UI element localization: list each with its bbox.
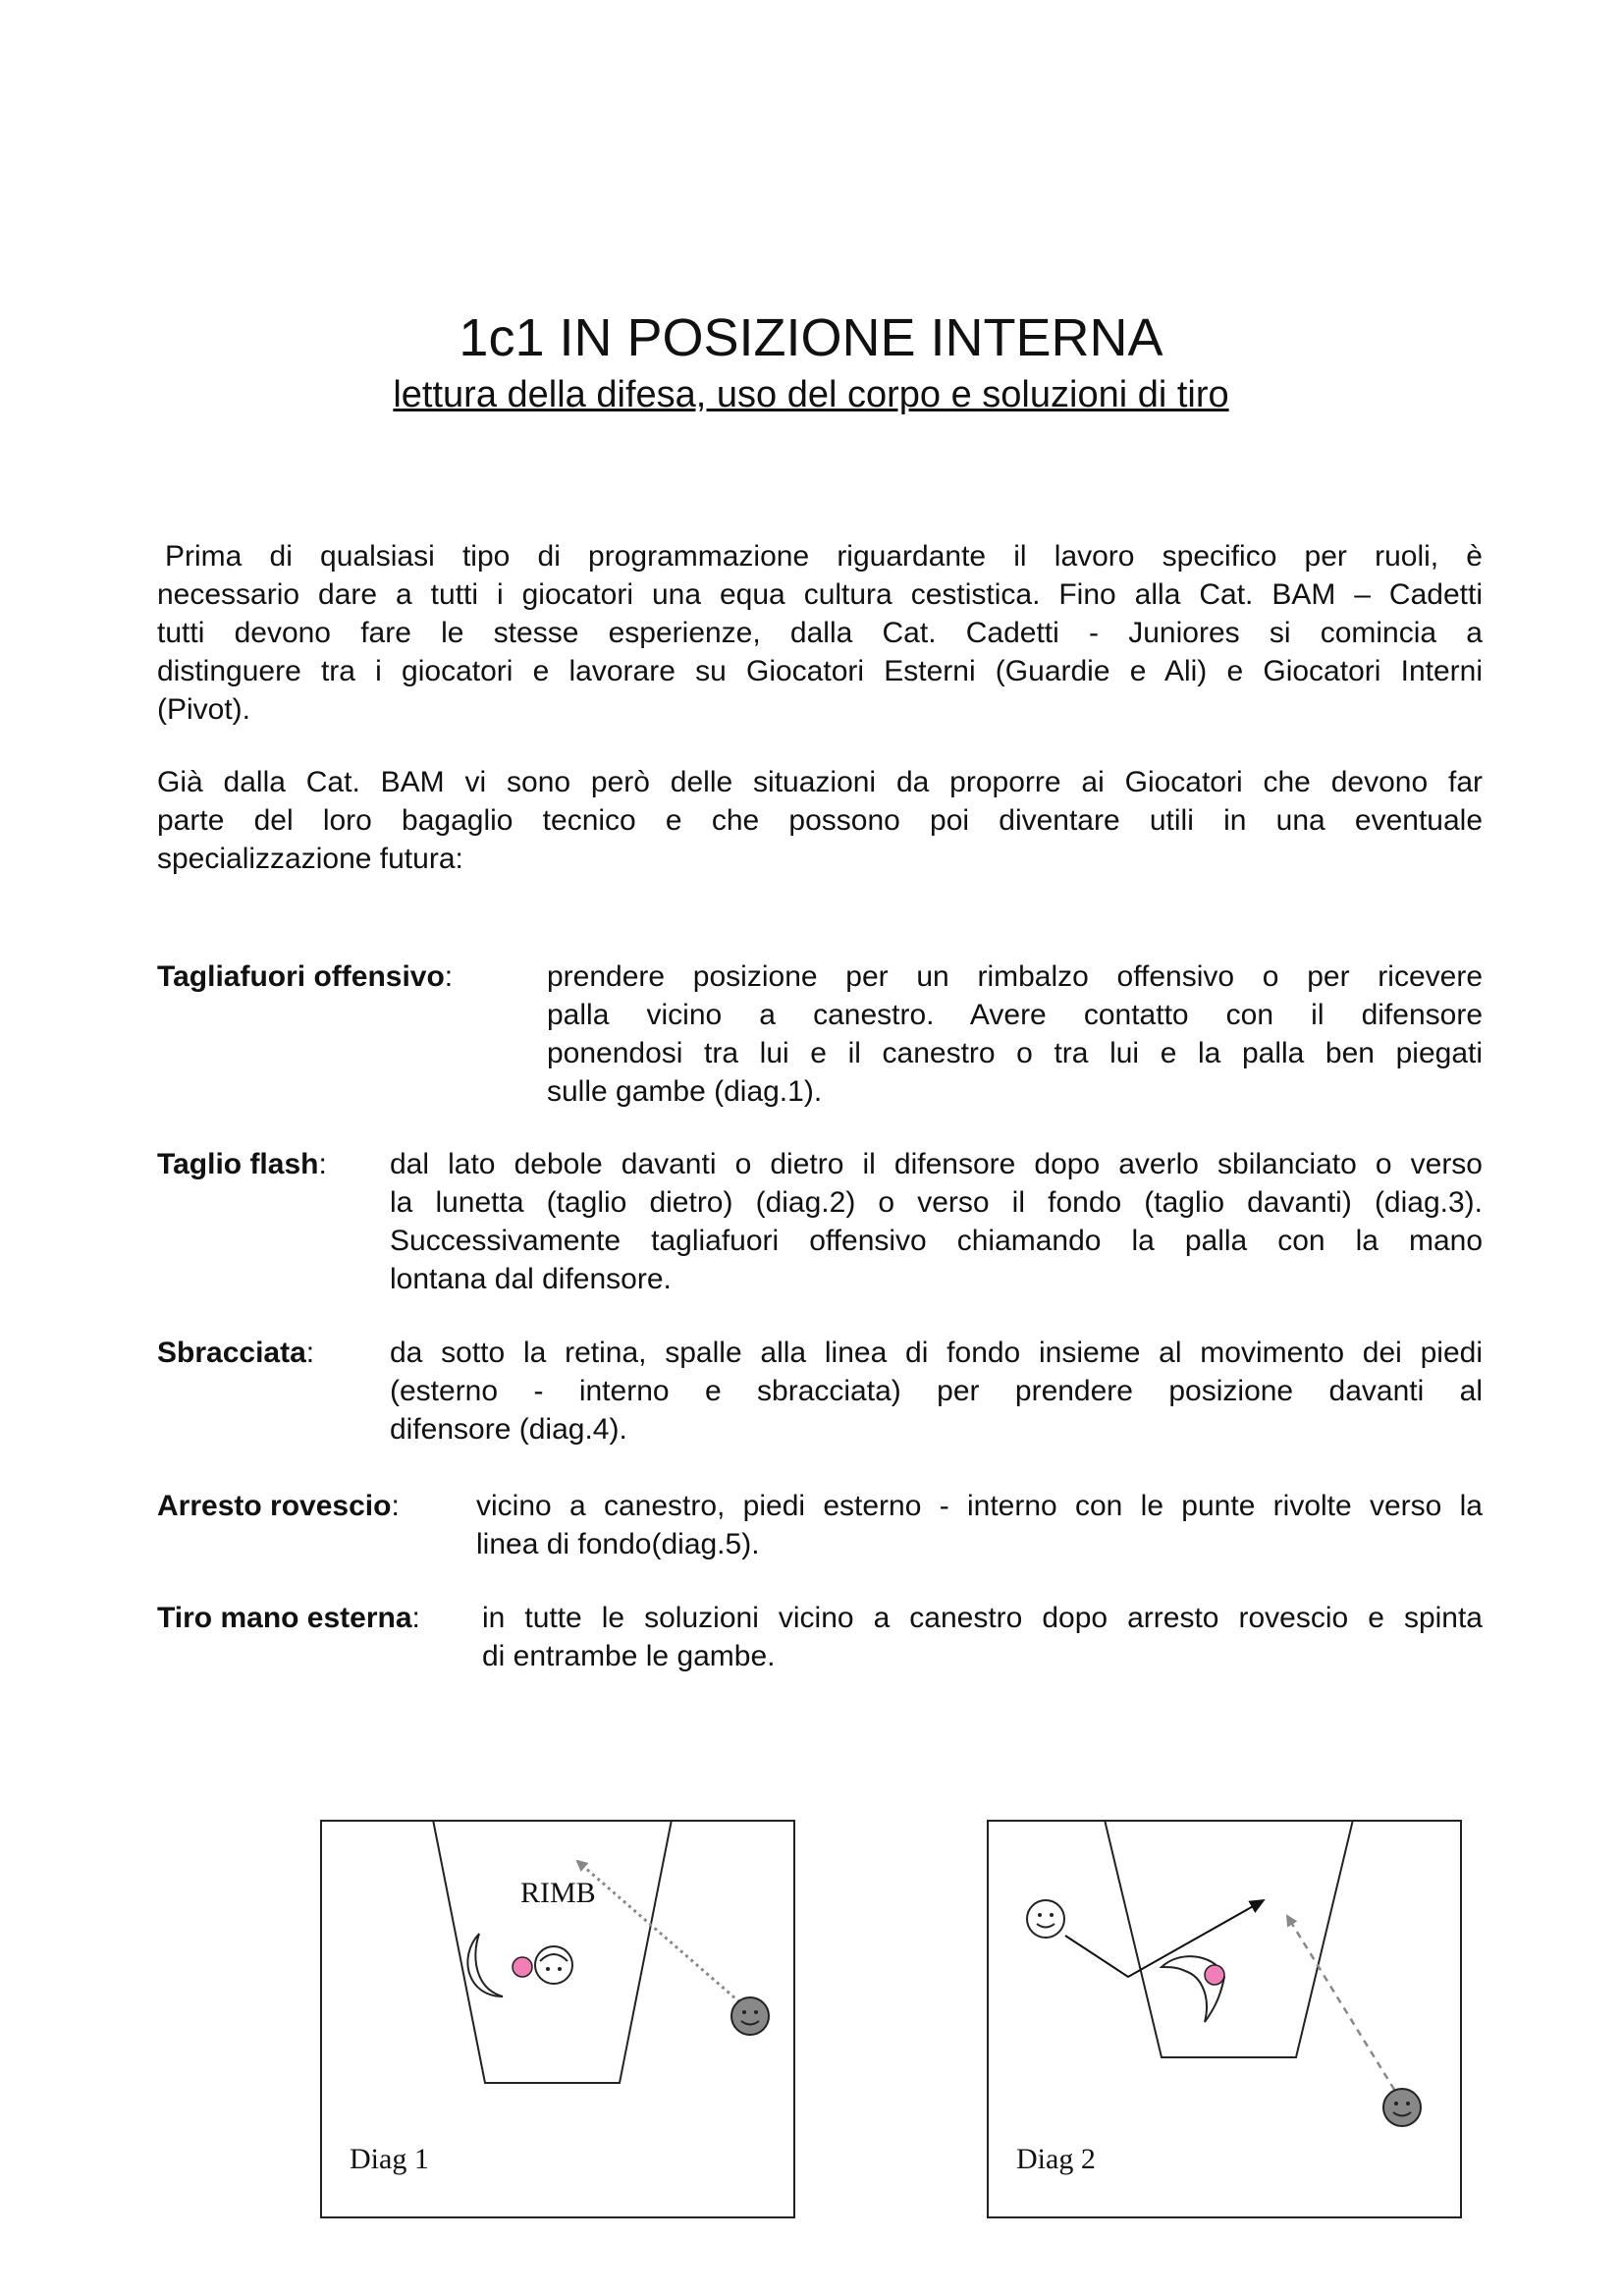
text-line: prendere posizione per un rimbalzo offensivo o per ricevere [547,960,1483,993]
diagram-2 [987,1820,1462,2218]
text-line: ponendosi tra lui e il canestro o tra lui e la palla ben piegati [547,1037,1483,1069]
item-term: Arresto rovescio: [157,1490,400,1522]
text-line: difensore (diag.4). [390,1413,627,1446]
item-arresto-rovescio [157,1487,1483,1565]
item-term: Tagliafuori offensivo: [157,960,454,993]
item-sbracciata [157,1334,1483,1451]
rimb-label: RIMB [520,1877,596,1909]
text-line: Successivamente tagliafuori offensivo chiamando la palla con la mano [390,1225,1483,1257]
text-line: la lunetta (taglio dietro) (diag.2) o verso il fondo (taglio davanti) (diag.3). [390,1186,1483,1219]
item-description [482,1599,1483,1675]
paint-lane [1105,1820,1353,2057]
text-line: vicino a canestro, piedi esterno - interno con le punte rivolte verso la [476,1490,1483,1522]
item-taglio-flash [157,1145,1483,1302]
text-line: (esterno - interno e sbracciata) per prendere posizione davanti al [390,1375,1483,1407]
pass-arrow [577,1861,750,2011]
item-description [390,1145,1483,1298]
text-line: distinguere tra i giocatori e lavorare su Giocatori Esterni (Guardie e Ali) e Giocatori Interni [157,655,1483,687]
diagram-label: Diag 2 [1016,2143,1096,2175]
text-line: Prima di qualsiasi tipo di programmazione riguardante il lavoro specifico per ruoli, è [165,540,1483,573]
diagram-1 [320,1820,795,2218]
text-line: tutti devono fare le stesse esperienze, dalla Cat. Cadetti - Juniores si comincia a [157,617,1483,649]
text-line: parte del loro bagaglio tecnico e che possono poi diventare utili in una eventuale [157,804,1483,837]
item-term: Sbracciata: [157,1337,315,1369]
ball-icon [513,1957,532,1977]
page-subtitle: lettura della difesa, uso del corpo e soluzioni di tiro [393,374,1229,415]
text-line: sulle gambe (diag.1). [547,1075,823,1108]
text-line: di entrambe le gambe. [482,1640,776,1672]
diagram-label: Diag 1 [350,2143,429,2175]
page-title: 1c1 IN POSIZIONE INTERNA [459,308,1163,367]
text-line: palla vicino a canestro. Avere contatto con il difensore [547,999,1483,1031]
text-line: necessario dare a tutti i giocatori una equa cultura cestistica. Fino alla Cat. BAM – Cadetti [157,578,1483,611]
item-tagliafuori-offensivo [157,957,1483,1115]
item-description [476,1487,1483,1563]
item-description [390,1334,1483,1449]
offensive-player-icon [535,1946,572,1984]
text-line: dal lato debole davanti o dietro il difensore dopo averlo sbilanciato o verso [390,1148,1483,1180]
text-line: specializzazione futura: [157,843,463,875]
text-line: Già dalla Cat. BAM vi sono però delle situazioni da proporre ai Giocatori che devono far [157,766,1483,798]
intro-paragraph-1 [157,537,1483,729]
defender-shape [467,1934,503,1996]
item-description [547,957,1483,1111]
text-line: linea di fondo(diag.5). [476,1528,760,1560]
pass-arrow [1287,1916,1401,2101]
item-tiro-mano-esterna [157,1599,1483,1677]
item-term: Tiro mano esterna: [157,1602,420,1634]
intro-paragraph-2 [157,763,1483,878]
text-line: lontana dal difensore. [390,1263,672,1295]
cutter-icon [1027,1900,1064,1938]
text-line: in tutte le soluzioni vicino a canestro dopo arresto rovescio e spinta [482,1602,1483,1634]
attacker-icon [1383,2089,1421,2126]
item-term: Taglio flash: [157,1148,327,1180]
ball-icon [1205,1965,1224,1985]
attacker-icon [731,1997,769,2035]
text-line: da sotto la retina, spalle alla linea di fondo insieme al movimento dei piedi [390,1337,1483,1369]
text-line: (Pivot). [157,693,251,726]
